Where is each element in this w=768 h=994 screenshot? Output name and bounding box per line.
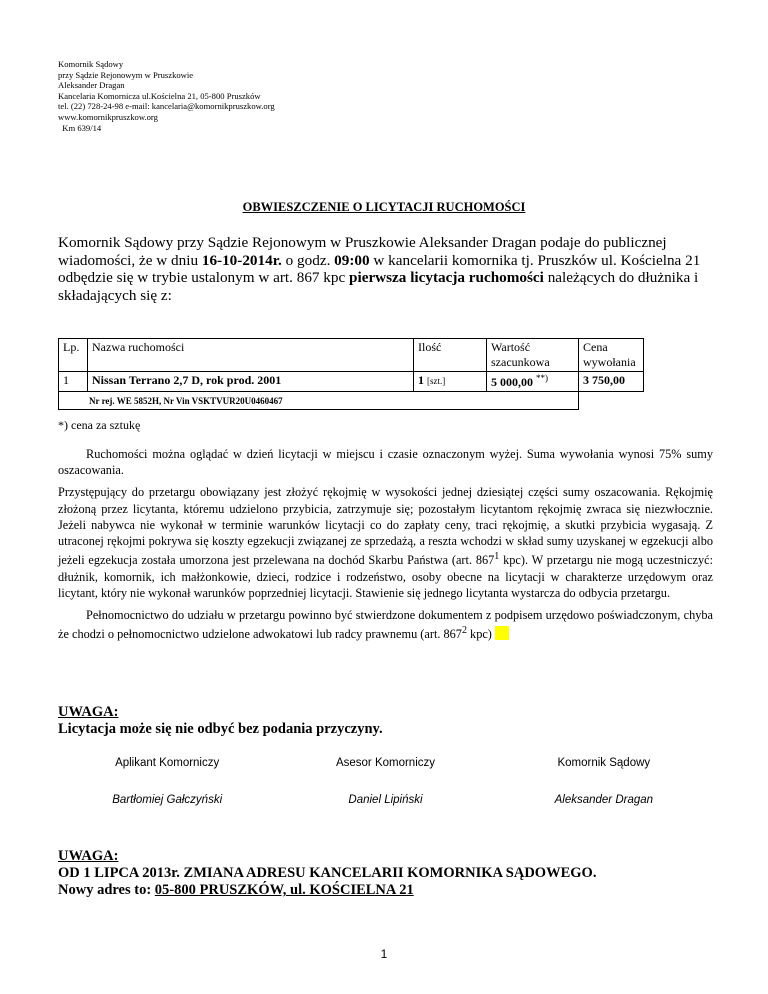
row-price bbox=[579, 372, 644, 392]
highlight-mark bbox=[495, 626, 509, 640]
page-number: 1 bbox=[380, 947, 388, 961]
items-table bbox=[58, 338, 644, 410]
item-qty: 1 bbox=[418, 373, 424, 387]
header-line: Komornik Sądowy bbox=[58, 59, 124, 69]
signature-role: Asesor Komorniczy bbox=[335, 757, 436, 769]
item-registration: Nr rej. WE 5852H, Nr Vin VSKTVUR20U0460467 bbox=[89, 396, 283, 406]
header-line: przy Sądzie Rejonowym w Pruszkowie bbox=[58, 69, 194, 80]
address-warning-heading: UWAGA: bbox=[58, 848, 119, 864]
value-footnote-mark: **) bbox=[536, 373, 548, 383]
warning-text: Licytacja może się nie odbyć bez podania przyczyny. bbox=[58, 721, 383, 737]
header-line: Km 639/14 bbox=[58, 122, 102, 133]
terms-section bbox=[58, 446, 713, 648]
deposit-paragraph: Przystępujący do przetargu obowiązany jest złożyć rękojmię w wysokości jednej dziesiątej części sumy oszacowania. Rękojmię złożoną przez licytanta, któremu udzielono przybicia, zatrzymuje się; pozostałym licytantom rękojmię zwraca się niezwłocznie. Jeżeli nabywca nie wykonał w terminie warunków licytacji co do zapłaty ceny, traci rękojmię, a skutki przybicia wygasają. Z utraconej rękojmi pokrywa się koszty egzekucji związanej ze sprzedażą, a reszta wchodzi w skład sumy uzyskanej w egzekucji albo jeżeli egzekucja została umorzona jest przelewana na dochód Skarbu Państwa (art. $867^1$ kpc). W przetargu nie mogą uczestniczyć: dłużnik, komornik, ich małżonkowie, dzieci, rodzice i rodzeństwo, osoby obecne na licytacji w charakterze urzędowym oraz licytant, który nie wykonał warunków poprzedniej licytacji. Stawienie się jednego licytanta wystarcza do odbycia przetargu. bbox=[58, 485, 714, 600]
new-address: 05-800 PRUSZKÓW, ul. KOŚCIELNA 21 bbox=[154, 882, 414, 898]
document-title: OBWIESZCZENIE O LICYTACJI RUCHOMOŚCI bbox=[242, 200, 526, 214]
item-unit: [szt.] bbox=[427, 376, 446, 386]
intro-text: w kancelarii komornika tj. Pruszków ul. Kościelna 21 bbox=[369, 251, 701, 269]
row-name bbox=[88, 372, 414, 392]
auction-type: pierwsza licytacja ruchomości bbox=[349, 269, 544, 286]
header-value: Wartość szacunkowa bbox=[487, 339, 579, 372]
warning-heading: UWAGA: bbox=[58, 704, 119, 720]
header-price: Cena wywołania bbox=[579, 339, 644, 372]
table-header-row bbox=[59, 339, 644, 372]
row-lp: 1 bbox=[59, 372, 88, 392]
header-line: tel. (22) 728-24-98 e-mail: kancelaria@komornikpruszkow.org bbox=[58, 101, 275, 112]
signature-name: Bartłomiej Gałczyński bbox=[112, 794, 223, 806]
table-subline-row bbox=[59, 392, 644, 410]
signature-name: Daniel Lipiński bbox=[348, 794, 423, 806]
item-name: Nissan Terrano 2,7 D, rok prod. 2001 bbox=[92, 373, 282, 387]
intro-text: odbędzie się w trybie ustalonym w art. 867 kpc bbox=[58, 269, 350, 286]
signature-role: Komornik Sądowy bbox=[557, 757, 651, 769]
auction-time: 09:00 bbox=[334, 251, 370, 269]
address-change-line: OD 1 LIPCA 2013r. ZMIANA ADRESU KANCELARII KOMORNIKA SĄDOWEGO. bbox=[58, 865, 597, 881]
header-line: Aleksander Dragan bbox=[58, 80, 125, 91]
new-address-line: Nowy adres to: 05-800 PRUSZKÓW, ul. KOŚCIELNA 21 bbox=[58, 882, 414, 898]
address-change-block bbox=[58, 848, 596, 899]
signature-roles bbox=[58, 757, 713, 769]
intro-text: Komornik Sądowy przy Sądzie Rejonowym w Pruszkowie Aleksander Dragan podaje do publicznej wiadomości, że w dniu bbox=[58, 234, 667, 269]
warning-block bbox=[58, 704, 383, 738]
row-qty bbox=[414, 372, 487, 392]
item-value: 5 000,00 bbox=[491, 375, 533, 389]
power-of-attorney-paragraph: Pełnomocnictwo do udziału w przetargu powinno być stwierdzone dokumentem z podpisem urzędowo poświadczonym, chyba że chodzi o pełnomocnictwo udzielone adwokatowi lub radcy prawnemu (art. $867^2$ kpc) bbox=[58, 607, 713, 642]
header-lp: Lp. bbox=[59, 339, 88, 372]
header-line: Kancelaria Komornicza ul.Kościelna 21, 05-800 Pruszków bbox=[58, 90, 261, 101]
row-value bbox=[487, 372, 579, 392]
signature-name: Aleksander Dragan bbox=[554, 794, 654, 806]
header-line: www.komornikpruszkow.org bbox=[58, 111, 158, 122]
viewing-paragraph: Ruchomości można oglądać w dzień licytacji w miejscu i czasie oznaczonym wyżej. Suma wywołania wynosi 75% sumy oszacowania. bbox=[58, 447, 713, 478]
intro-paragraph bbox=[58, 234, 713, 304]
table-row bbox=[59, 372, 644, 392]
auction-date: 16-10-2014r. bbox=[201, 251, 282, 269]
intro-text: należących do dłużnika i składających się z: bbox=[58, 269, 699, 304]
header-name: Nazwa ruchomości bbox=[88, 339, 414, 372]
price-note: *) cena za sztukę bbox=[58, 418, 141, 432]
document-header bbox=[58, 59, 275, 133]
signature-role: Aplikant Komorniczy bbox=[115, 757, 220, 769]
signature-names bbox=[58, 794, 713, 806]
header-qty: Ilość bbox=[414, 339, 487, 372]
intro-text: o godz. bbox=[281, 251, 335, 269]
item-price: 3 750,00 bbox=[583, 373, 625, 387]
